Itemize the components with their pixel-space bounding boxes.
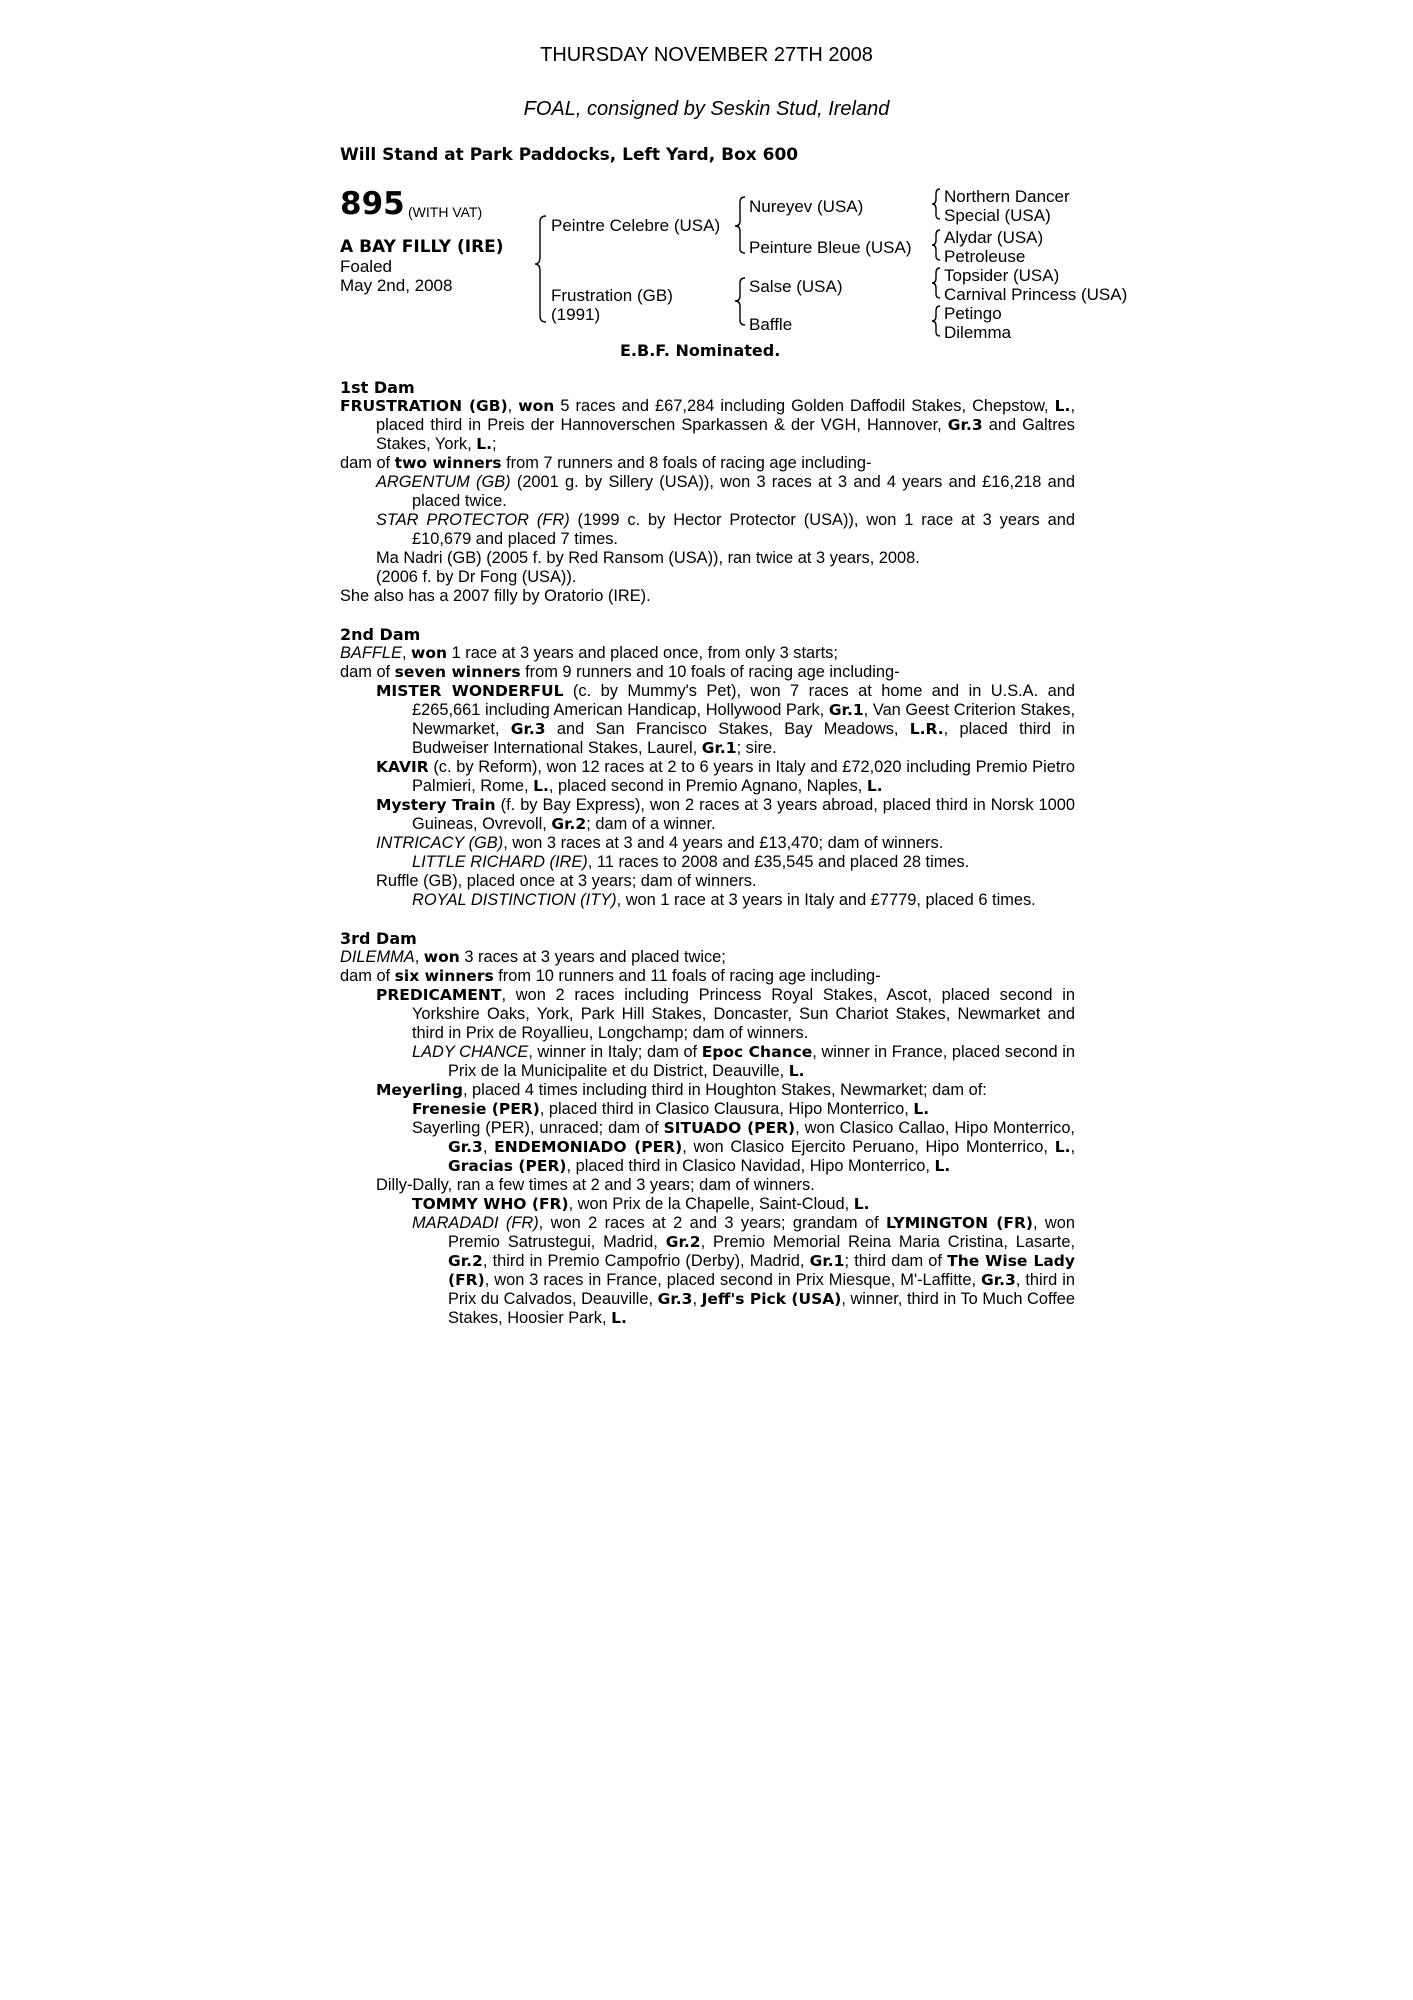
pedigree-dam-sire: Salse (USA) [749, 277, 843, 296]
pedigree-sire-dam: Peinture Bleue (USA) [749, 238, 912, 257]
won-label: won [411, 644, 448, 662]
vat-note: (WITH VAT) [408, 204, 483, 220]
grade-label: Gr.3 [947, 416, 983, 434]
horse-name: BAFFLE [340, 644, 402, 662]
foaled-label: Foaled [340, 257, 392, 276]
horse-name: Mystery Train [376, 796, 496, 814]
horse-name: PREDICAMENT [376, 986, 502, 1004]
consignor-line: FOAL, consigned by Seskin Stud, Ireland [523, 98, 890, 120]
produce-entry: Ma Nadri (GB) (2005 f. by Red Ransom (USA)), ran twice at 3 years, 2008. [376, 549, 920, 567]
produce-entry: STAR PROTECTOR (FR) (1999 c. by Hector Protector (USA)), won 1 race at 3 years and £10,679 and placed 7 times. [376, 511, 1075, 548]
brace-ggp-3 [932, 268, 940, 298]
brace-ggp-4 [932, 306, 940, 336]
brace-dam [735, 278, 745, 325]
dam1-produce-intro: dam of two winners from 7 runners and 8 foals of racing age including- [340, 454, 872, 472]
horse-name: ROYAL DISTINCTION (ITY) [412, 891, 617, 909]
winners-count: six winners [394, 967, 494, 985]
dam2-produce-intro: dam of seven winners from 9 runners and 10 foals of racing age including- [340, 663, 900, 681]
sale-date: THURSDAY NOVEMBER 27TH 2008 [540, 44, 873, 66]
horse-name: TOMMY WHO (FR) [412, 1195, 569, 1213]
horse-name: ARGENTUM (GB) [376, 473, 511, 491]
pedigree-dam: Frustration (GB) [551, 286, 673, 305]
horse-name: Meyerling [376, 1081, 463, 1099]
produce-entry: Sayerling (PER), unraced; dam of SITUADO (PER), won Clasico Callao, Hipo Monterrico, Gr.3, ENDEMONIADO (PER), won Clasico Ejercito Peruano, Hipo Monterrico, L., Gracias (PER), placed third in Clasico Navidad, Hipo Monterrico, L. [412, 1119, 1076, 1175]
horse-name: Frenesie (PER) [412, 1100, 540, 1118]
produce-entry: Mystery Train (f. by Bay Express), won 2 races at 3 years abroad, placed third in Norsk 1000 Guineas, Ovrevoll, Gr.2; dam of a winner. [376, 796, 1075, 833]
horse-name: INTRICACY (GB) [376, 834, 504, 852]
winners-count: seven winners [394, 663, 521, 681]
section-heading-1st-dam: 1st Dam [340, 378, 415, 397]
brace-main [535, 216, 546, 322]
winners-count: two winners [394, 454, 502, 472]
pedigree-dam-dam: Baffle [749, 315, 793, 334]
produce-entry: Frenesie (PER), placed third in Clasico Clausura, Hipo Monterrico, L. [412, 1100, 930, 1118]
horse-name: KAVIR [376, 758, 429, 776]
pedigree-ggp-2: Special (USA) [944, 206, 1051, 225]
won-label: won [518, 397, 555, 415]
dam1-summary: FRUSTRATION (GB), won 5 races and £67,284 including Golden Daffodil Stakes, Chepstow, L., placed third in Preis der Hannoverschen Sparkassen & der VGH, Hannover, Gr.3 and Galtres Stakes, York, L.; [340, 397, 1075, 453]
horse-name: LITTLE RICHARD (IRE) [412, 853, 588, 871]
pedigree-ggp-4: Petroleuse [944, 247, 1026, 266]
horse-name: DILEMMA [340, 948, 415, 966]
lot-title: A BAY FILLY (IRE) [340, 237, 504, 257]
produce-entry: LADY CHANCE, winner in Italy; dam of Epoc Chance, winner in France, placed second in Prix de la Municipalite et du District, Deauville, L. [412, 1043, 1075, 1080]
produce-entry: KAVIR (c. by Reform), won 12 races at 2 to 6 years in Italy and £72,020 including Premio Pietro Palmieri, Rome, L., placed second in Premio Agnano, Naples, L. [376, 758, 1075, 795]
produce-entry: INTRICACY (GB), won 3 races at 3 and 4 years and £13,470; dam of winners. [376, 834, 944, 852]
produce-entry: LITTLE RICHARD (IRE), 11 races to 2008 and £35,545 and placed 28 times. [412, 853, 970, 871]
horse-name: MISTER WONDERFUL [376, 682, 564, 700]
pedigree-ggp-6: Carnival Princess (USA) [944, 285, 1128, 304]
dam1-note: She also has a 2007 filly by Oratorio (IRE). [340, 587, 651, 605]
pedigree-ggp-3: Alydar (USA) [944, 228, 1044, 247]
foaled-date: May 2nd, 2008 [340, 276, 453, 295]
grade-label: L. [476, 435, 492, 453]
brace-sire [735, 197, 745, 253]
pedigree-ggp-5: Topsider (USA) [944, 266, 1060, 285]
dam2-summary: BAFFLE, won 1 race at 3 years and placed once, from only 3 starts; [340, 644, 838, 662]
produce-entry: Meyerling, placed 4 times including third in Houghton Stakes, Newmarket; dam of: [376, 1081, 987, 1099]
horse-name: MARADADI (FR) [412, 1214, 539, 1232]
produce-entry: ROYAL DISTINCTION (ITY), won 1 race at 3 years in Italy and £7779, placed 6 times. [412, 891, 1036, 909]
section-heading-3rd-dam: 3rd Dam [340, 929, 417, 948]
produce-entry: Dilly-Dally, ran a few times at 2 and 3 years; dam of winners. [376, 1176, 815, 1194]
horse-name: LADY CHANCE [412, 1043, 529, 1061]
dam3-summary: DILEMMA, won 3 races at 3 years and placed twice; [340, 948, 726, 966]
produce-entry: Ruffle (GB), placed once at 3 years; dam of winners. [376, 872, 757, 890]
produce-entry: MARADADI (FR), won 2 races at 2 and 3 years; grandam of LYMINGTON (FR), won Premio Satrustegui, Madrid, Gr.2, Premio Memorial Reina Maria Cristina, Lasarte, Gr.2, third in Premio Campofrio (Derby), Madrid, Gr.1; third dam of The Wise Lady (FR), won 3 races in France, placed second in Prix Miesque, M'-Laffitte, Gr.3, third in Prix du Calvados, Deauville, Gr.3, Jeff's Pick (USA), winner, third in To Much Coffee Stakes, Hoosier Park, L. [412, 1214, 1076, 1327]
grade-label: L. [1054, 397, 1071, 415]
pedigree-sire: Peintre Celebre (USA) [551, 216, 721, 235]
produce-entry: (2006 f. by Dr Fong (USA)). [376, 568, 577, 586]
pedigree-ggp-1: Northern Dancer [944, 187, 1070, 206]
produce-entry: ARGENTUM (GB) (2001 g. by Sillery (USA)), won 3 races at 3 and 4 years and £16,218 and placed twice. [376, 473, 1075, 510]
pedigree-ggp-7: Petingo [944, 304, 1002, 323]
ebf-nominated: E.B.F. Nominated. [620, 341, 781, 360]
won-label: won [423, 948, 460, 966]
pedigree-notes [340, 378, 1075, 1328]
foaled-info [340, 257, 452, 295]
stand-location: Will Stand at Park Paddocks, Left Yard, Box 600 [340, 145, 799, 165]
lot-number: 895 [340, 186, 405, 222]
pedigree-sire-sire: Nureyev (USA) [749, 197, 864, 216]
pedigree-dam-year: (1991) [551, 305, 601, 324]
produce-entry: MISTER WONDERFUL (c. by Mummy's Pet), won 7 races at home and in U.S.A. and £265,661 including American Handicap, Hollywood Park, Gr.1, Van Geest Criterion Stakes, Newmarket, Gr.3 and San Francisco Stakes, Bay Meadows, L.R., placed third in Budweiser International Stakes, Laurel, Gr.1; sire. [376, 682, 1076, 757]
section-heading-2nd-dam: 2nd Dam [340, 625, 421, 644]
produce-entry: PREDICAMENT, won 2 races including Princess Royal Stakes, Ascot, placed second in Yorkshire Oaks, York, Park Hill Stakes, Doncaster, Sun Chariot Stakes, Newmarket and third in Prix de Royallieu, Longchamp; dam of winners. [376, 986, 1075, 1042]
produce-entry: TOMMY WHO (FR), won Prix de la Chapelle, Saint-Cloud, L. [412, 1195, 870, 1213]
brace-ggp-2 [932, 230, 940, 260]
dam3-produce-intro: dam of six winners from 10 runners and 11 foals of racing age including- [340, 967, 881, 985]
horse-name: STAR PROTECTOR (FR) [376, 511, 570, 529]
horse-name: FRUSTRATION (GB) [340, 397, 508, 415]
pedigree-ggp-8: Dilemma [944, 323, 1012, 342]
brace-ggp-1 [932, 189, 940, 219]
